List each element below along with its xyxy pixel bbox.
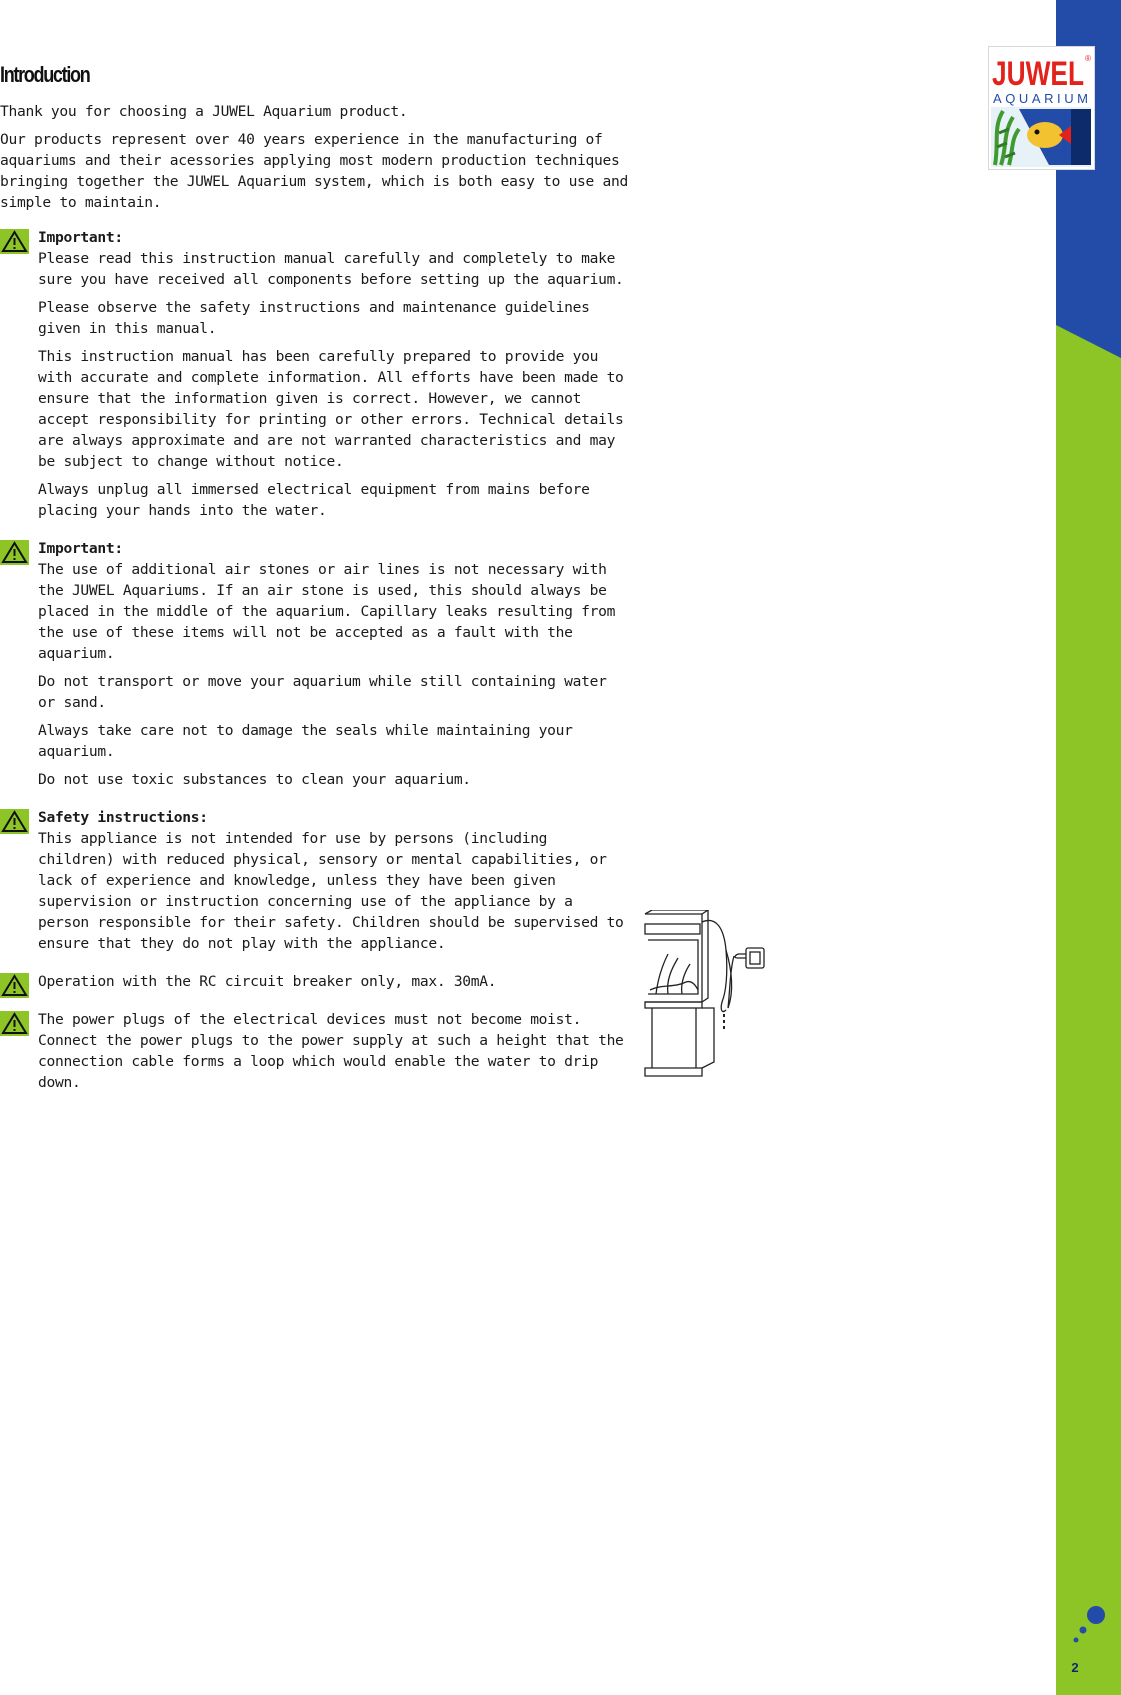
rc-breaker-notice — [0, 971, 630, 992]
safety-instructions-notice — [0, 807, 630, 954]
juwel-logo — [988, 46, 1095, 170]
important-notice-1 — [0, 227, 630, 521]
notice-paragraph: Do not use toxic substances to clean your aquarium. — [38, 771, 471, 788]
logo-wordmark: JUWEL — [992, 55, 1084, 93]
intro-paragraph-1: Thank you for choosing a JUWEL Aquarium product. — [0, 103, 408, 120]
logo-fish-artwork — [991, 107, 1091, 167]
warning-triangle-icon — [0, 540, 29, 565]
page-number: 2 — [1071, 1660, 1079, 1675]
important-notice-2 — [0, 538, 630, 790]
notice-heading: Important: — [38, 540, 123, 557]
notice-paragraph: Operation with the RC circuit breaker only, max. 30mA. — [38, 973, 497, 990]
sidebar-band — [1056, 0, 1121, 1695]
notice-paragraph: Please observe the safety instructions and maintenance guidelines given in this manual. — [38, 299, 590, 337]
notice-paragraph: Always take care not to damage the seals while maintaining your aquarium. — [38, 722, 573, 760]
intro-paragraph-2: Our products represent over 40 years experience in the manufacturing of aquariums and their acessories applying most modern production techniques bringing together the JUWEL Aquarium system, which is both easy to use and simple to maintain. — [0, 131, 628, 211]
notice-paragraph: Do not transport or move your aquarium while still containing water or sand. — [38, 673, 607, 711]
logo-registered-mark: ® — [1085, 54, 1091, 63]
notice-paragraph: This appliance is not intended for use by persons (including children) with reduced physical, sensory or mental capabilities, or lack of experience and knowledge, unless they have been given supervision or instruction concerning use of the appliance by a person responsible for their safety. Children should be supervised to ensure that they do not play with the appliance. — [38, 830, 624, 952]
notice-heading: Safety instructions: — [38, 809, 208, 826]
notice-paragraph: The use of additional air stones or air lines is not necessary with the JUWEL Aquariums. If an air stone is used, this should always be placed in the middle of the aquarium. Capillary leaks resulting from the use of these items will not be accepted as a fault with the aquarium. — [38, 561, 616, 662]
logo-subtitle: AQUARIUM — [993, 91, 1088, 106]
warning-triangle-icon — [0, 1011, 29, 1036]
notice-paragraph: The power plugs of the electrical devices must not become moist. Connect the power plugs to the power supply at such a height that the connection cable forms a loop which would enable the water to drip down. — [38, 1011, 624, 1091]
notice-paragraph: This instruction manual has been carefully prepared to provide you with accurate and complete information. All efforts have been made to ensure that the information given is correct. However, we cannot accept responsibility for printing or other errors. Technical details are always approximate and are not warranted characteristics and may be subject to change without notice. — [38, 348, 624, 470]
aquarium-drip-loop-illustration — [642, 910, 782, 1080]
warning-triangle-icon — [0, 809, 29, 834]
notice-paragraph: Please read this instruction manual carefully and completely to make sure you have received all components before setting up the aquarium. — [38, 250, 624, 288]
page-title: Introduction — [0, 62, 90, 87]
power-plug-notice — [0, 1009, 630, 1093]
notice-paragraph: Always unplug all immersed electrical equipment from mains before placing your hands into the water. — [38, 481, 590, 519]
warning-triangle-icon — [0, 973, 29, 998]
main-content — [0, 62, 630, 1100]
warning-triangle-icon — [0, 229, 29, 254]
notice-heading: Important: — [38, 229, 123, 246]
